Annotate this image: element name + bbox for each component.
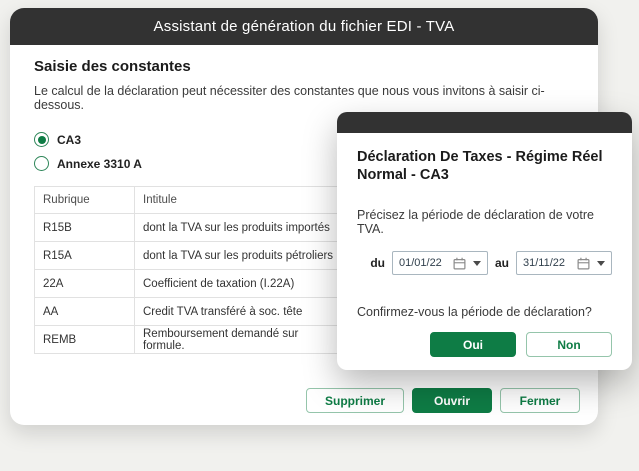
date-from-value[interactable]: 01/01/22 [398,257,442,270]
window-titlebar [10,8,598,45]
column-header-rubrique: Rubrique [35,187,135,214]
dialog-body [337,133,632,357]
table-row[interactable] [35,298,345,326]
cell-intitule[interactable]: dont la TVA sur les produits importés [135,214,345,242]
period-instruction-text: Précisez la période de déclaration de votre TVA. [357,208,594,237]
date-to-label: au [494,256,509,271]
cell-rubrique[interactable]: REMB [35,326,135,354]
non-button[interactable]: Non [526,332,612,357]
chevron-down-icon[interactable] [597,261,605,266]
calendar-icon[interactable] [453,257,466,270]
section-title: Saisie des constantes [34,58,191,75]
dialog-button-bar [357,332,612,357]
date-to-input[interactable] [516,251,612,275]
supprimer-button[interactable]: Supprimer [306,388,404,413]
date-to-value[interactable]: 31/11/22 [523,257,566,270]
date-from-input[interactable] [392,251,488,275]
fermer-button[interactable]: Fermer [500,388,580,413]
window-title: Assistant de génération du fichier EDI - TVA [153,18,455,35]
constants-table [34,186,345,354]
column-header-intitule: Intitule [135,187,345,214]
oui-button[interactable]: Oui [430,332,516,357]
table-row[interactable] [35,214,345,242]
cell-intitule[interactable]: Coefficient de taxation (I.22A) [135,270,345,298]
radio-annexe-3310a-label: Annexe 3310 A [57,156,142,171]
chevron-down-icon[interactable] [473,261,481,266]
intro-text: Le calcul de la déclaration peut nécessiter des constantes que nous vous invitons à saisir ci-dessous. [34,84,545,112]
radio-selected-icon[interactable] [34,132,49,147]
cell-rubrique[interactable]: R15A [35,242,135,270]
footer-button-bar [306,388,580,413]
table-row[interactable] [35,270,345,298]
dialog-titlebar [337,112,632,133]
date-from-label: du [370,256,385,271]
ouvrir-button[interactable]: Ouvrir [412,388,492,413]
cell-intitule[interactable]: Credit TVA transféré à soc. tête [135,298,345,326]
cell-rubrique[interactable]: R15B [35,214,135,242]
cell-rubrique[interactable]: 22A [35,270,135,298]
radio-ca3-label: CA3 [57,132,82,147]
cell-intitule[interactable]: Remboursement demandé sur formule. [135,326,345,354]
radio-unselected-icon[interactable] [34,156,49,171]
table-row[interactable] [35,242,345,270]
cell-intitule[interactable]: dont la TVA sur les produits pétroliers [135,242,345,270]
period-dialog [337,112,632,370]
cell-rubrique[interactable]: AA [35,298,135,326]
dialog-title: Déclaration De Taxes - Régime Réel Normal - CA3 [357,149,603,183]
calendar-icon[interactable] [577,257,590,270]
table-header-row [35,187,345,214]
period-date-row [357,251,612,275]
confirm-question-text: Confirmez-vous la période de déclaration? [357,305,592,320]
table-row[interactable] [35,326,345,354]
